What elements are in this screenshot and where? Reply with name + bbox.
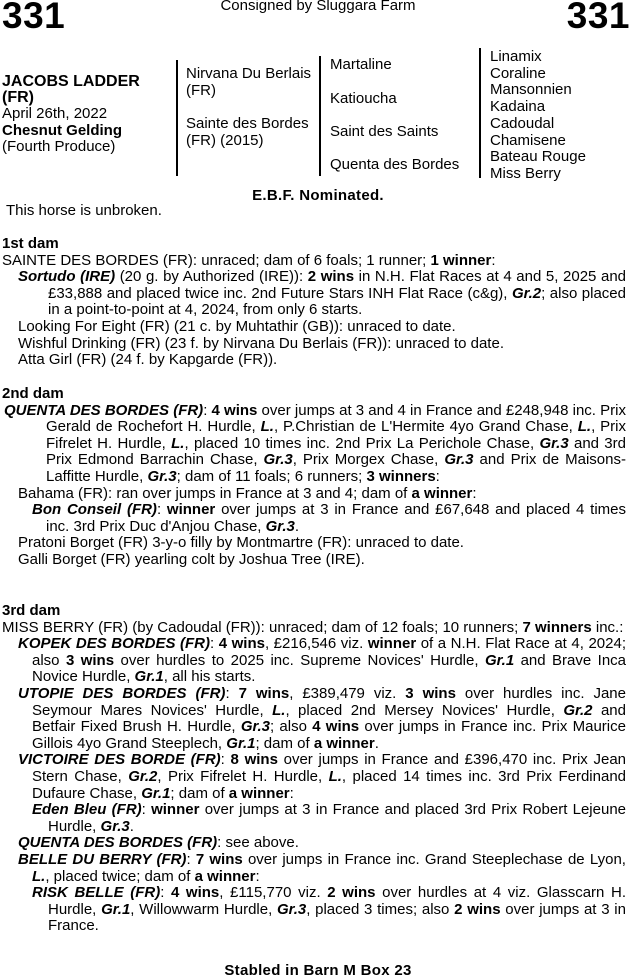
pedigree-great-grandparent: Kadaina xyxy=(490,98,546,115)
section-heading: 2nd dam xyxy=(2,385,64,402)
progeny-entry: BELLE DU BERRY (FR): 7 wins over jumps in France inc. Grand Steeplechase de Lyon, L., placed twice; dam of a winner: xyxy=(18,850,626,885)
third-dam-section xyxy=(2,603,626,935)
horse-country: (FR) xyxy=(2,89,34,106)
progeny-entry: Eden Bleu (FR): winner over jumps at 3 in France and placed 3rd Prix Robert Lejeune Hurdle, Gr.3. xyxy=(32,801,626,835)
pedigree-great-grandparent: Chamisene xyxy=(490,132,566,149)
dam-summary: SAINTE DES BORDES (FR): unraced; dam of 6 foals; 1 runner; 1 winner: xyxy=(2,251,496,269)
progeny-entry: Bahama (FR): ran over jumps in France at 3 and 4; dam of a winner: xyxy=(18,484,477,502)
progeny-entry: Sortudo (IRE) (20 g. by Authorized (IRE)): 2 wins in N.H. Flat Races at 4 and 5, 2025 and £33,888 and placed twice inc. 2nd Future Stars INH Flat Race (c&g), Gr.2; also placed in a point-to-point at 4, 2024, from only 6 starts. xyxy=(18,268,627,319)
pedigree-grandparent: Saint des Saints xyxy=(330,123,439,140)
progeny-entry: RISK BELLE (FR): 4 wins, £115,770 viz. 2 wins over hurdles at 4 viz. Glasscarn H. Hurdle, Gr.1, Willowwarm Hurdle, Gr.3, placed 3 times; also 2 wins over jumps at 3 in France. xyxy=(32,884,626,935)
second-dam-section xyxy=(2,386,626,569)
pedigree-great-grandparent: Mansonnien xyxy=(490,81,572,98)
lot-number-right: 331 xyxy=(566,0,630,36)
progeny-entry: Looking For Eight (FR) (21 c. by Muhtathir (GB)): unraced to date. xyxy=(18,317,456,335)
pedigree-grandparent: Katioucha xyxy=(330,90,397,107)
progeny-entry: VICTOIRE DES BORDE (FR): 8 wins over jumps in France and £396,470 inc. Prix Jean Stern Chase, Gr.2, Prix Fifrelet H. Hurdle, L., placed 14 times inc. 3rd Prix Ferdinand Dufaure Chase, Gr.1; dam of a winner: xyxy=(18,751,627,802)
horse-details xyxy=(2,74,174,156)
stabling-info: Stabled in Barn M Box 23 xyxy=(224,962,412,979)
progeny-entry: Wishful Drinking (FR) (23 f. by Nirvana Du Berlais (FR)): unraced to date. xyxy=(18,334,504,352)
ebf-nominated: E.B.F. Nominated. xyxy=(252,187,384,204)
unbroken-note: This horse is unbroken. xyxy=(6,202,162,219)
dam-name: QUENTA DES BORDES (FR) xyxy=(4,401,204,419)
pedigree-sire: Nirvana Du Berlais (FR) xyxy=(186,65,312,99)
progeny-entry: KOPEK DES BORDES (FR): 4 wins, £216,546 viz. winner of a N.H. Flat Race at 4, 2024; also 3 wins over hurdles to 2025 inc. Supreme Novices' Hurdle, Gr.1 and Brave Inca Novice Hurdle, Gr.1, all his starts. xyxy=(18,635,627,686)
section-heading: 3rd dam xyxy=(2,602,61,619)
pedigree-divider xyxy=(319,56,321,176)
foaling-date: April 26th, 2022 xyxy=(2,105,108,122)
horse-sex: Chesnut Gelding xyxy=(2,121,122,139)
progeny-name: Sortudo (IRE) xyxy=(18,268,116,286)
progeny-entry: QUENTA DES BORDES (FR): see above. xyxy=(18,834,299,852)
progeny-entry: Pratoni Borget (FR) 3-y-o filly by Montmartre (FR): unraced to date. xyxy=(18,534,464,552)
dam-entry: QUENTA DES BORDES (FR): 4 wins over jumps at 3 and 4 in France and £248,948 inc. Prix Gerald de Rochefort H. Hurdle, L., P.Christian de L'Hermite 4yo Grand Chase, L., Prix Fifrelet H. Hurdle, L., placed 10 times inc. 2nd Prix La Perichole Chase, Gr.3 and 3rd Prix Edmond Barrachin Chase, Gr.3, Prix Morgex Chase, Gr.3 and Prix de Maisons-Laffitte Hurdle, Gr.3; dam of 11 foals; 6 runners; 3 winners: xyxy=(4,401,626,485)
pedigree-grandparent: Martaline xyxy=(330,56,392,73)
consignor: Consigned by Sluggara Farm xyxy=(220,0,416,14)
horse-name: JACOBS LADDER xyxy=(2,73,140,90)
pedigree-great-grandparent: Miss Berry xyxy=(490,165,561,182)
dam-summary: MISS BERRY (FR) (by Cadoudal (FR)): unraced; dam of 12 foals; 10 runners; 7 winners inc.: xyxy=(2,618,624,636)
pedigree-divider xyxy=(479,48,481,178)
progeny-entry: Galli Borget (FR) yearling colt by Joshua Tree (IRE). xyxy=(18,550,365,568)
section-heading: 1st dam xyxy=(2,235,59,252)
progeny-entry: Atta Girl (FR) (24 f. by Kapgarde (FR)). xyxy=(18,351,278,369)
pedigree-great-grandparent: Coraline xyxy=(490,65,546,82)
produce-note: (Fourth Produce) xyxy=(2,138,116,156)
pedigree-grandparent: Quenta des Bordes xyxy=(330,156,460,173)
first-dam-section xyxy=(2,236,626,369)
pedigree-great-grandparent: Bateau Rouge xyxy=(490,148,586,165)
pedigree-great-grandparent: Linamix xyxy=(490,48,542,65)
progeny-entry: Bon Conseil (FR): winner over jumps at 3 in France and £67,648 and placed 4 times inc. 3rd Prix Duc d'Anjou Chase, Gr.3. xyxy=(32,501,626,535)
pedigree-dam: Sainte des Bordes (FR) (2015) xyxy=(186,115,309,149)
lot-number-left: 331 xyxy=(2,0,66,36)
progeny-entry: UTOPIE DES BORDES (FR): 7 wins, £389,479 viz. 3 wins over hurdles inc. Jane Seymour Mares Novices' Hurdle, L., placed 2nd Mersey Novices' Hurdle, Gr.2 and Betfair Fixed Brush H. Hurdle, Gr.3; also 4 wins over jumps in France inc. Prix Maurice Gillois 4yo Grand Steeplech, Gr.1; dam of a winner. xyxy=(18,684,626,752)
pedigree-divider xyxy=(176,60,178,176)
pedigree-great-grandparent: Cadoudal xyxy=(490,115,555,132)
